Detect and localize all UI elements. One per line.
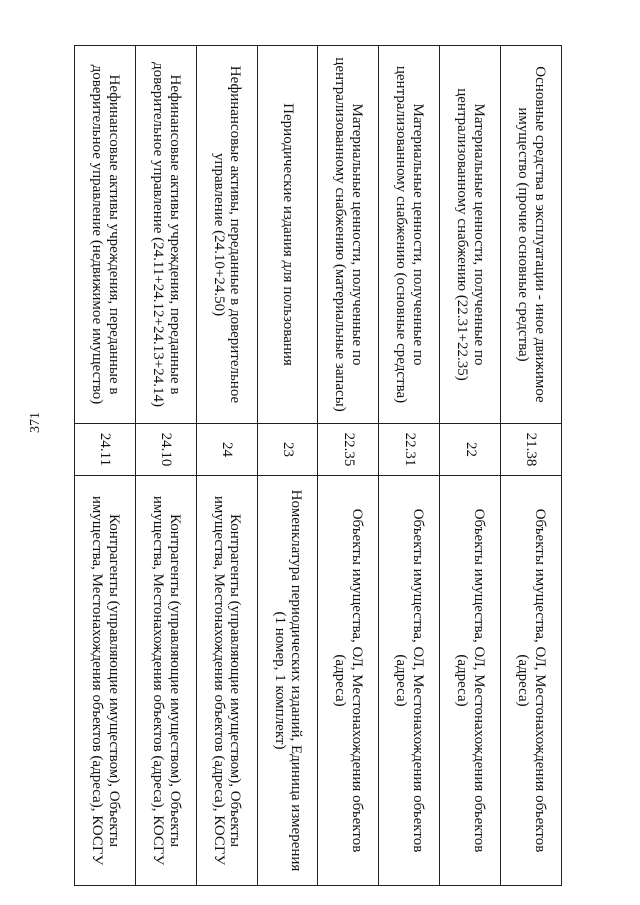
page-number: 371	[28, 412, 43, 433]
account-code-cell: 22.31	[379, 424, 440, 476]
account-name-cell: Периодические издания для пользования	[257, 46, 318, 424]
table-row	[440, 46, 501, 886]
account-name-cell: Нефинансовые активы учреждения, переданные в доверительное управление (24.11+24.12+24.13+24.14)	[135, 46, 196, 424]
account-code-cell: 24	[196, 424, 257, 476]
account-code-cell: 21.38	[501, 424, 562, 476]
table-row	[501, 46, 562, 886]
table-row	[196, 46, 257, 886]
analytics-cell: Номенклатура периодических изданий, Единица измерения (1 номер, 1 комплект)	[257, 476, 318, 886]
table-row	[75, 46, 136, 886]
account-code-cell: 22.35	[318, 424, 379, 476]
accounts-table	[74, 45, 562, 886]
analytics-cell: Объекты имущества, ОЛ, Местонахождения объектов (адреса)	[501, 476, 562, 886]
table-row	[257, 46, 318, 886]
account-code-cell: 24.11	[75, 424, 136, 476]
table-row	[379, 46, 440, 886]
account-code-cell: 23	[257, 424, 318, 476]
account-name-cell: Материальные ценности, полученные по централизованному снабжению (материальные запасы)	[318, 46, 379, 424]
table-row	[135, 46, 196, 886]
account-name-cell: Материальные ценности, полученные по централизованному снабжению (22.31+22.35)	[440, 46, 501, 424]
analytics-cell: Контрагенты (управляющие имуществом), Объекты имущества, Местонахождения объектов (адреса), КОСГУ	[75, 476, 136, 886]
account-code-cell: 22	[440, 424, 501, 476]
account-name-cell: Нефинансовые активы, переданные в доверительное управление (24.10+24.50)	[196, 46, 257, 424]
account-name-cell: Материальные ценности, полученные по централизованному снабжению (основные средства)	[379, 46, 440, 424]
analytics-cell: Объекты имущества, ОЛ, Местонахождения объектов (адреса)	[379, 476, 440, 886]
account-code-cell: 24.10	[135, 424, 196, 476]
table-row	[318, 46, 379, 886]
analytics-cell: Объекты имущества, ОЛ, Местонахождения объектов (адреса)	[440, 476, 501, 886]
account-name-cell: Основные средства в эксплуатации - иное движимое имущество (прочие основные средства)	[501, 46, 562, 424]
analytics-cell: Контрагенты (управляющие имуществом), Объекты имущества, Местонахождения объектов (адреса), КОСГУ	[135, 476, 196, 886]
account-name-cell: Нефинансовые активы учреждения, переданные в доверительное управление (недвижимое имущество)	[75, 46, 136, 424]
analytics-cell: Контрагенты (управляющие имуществом), Объекты имущества, Местонахождения объектов (адреса), КОСГУ	[196, 476, 257, 886]
analytics-cell: Объекты имущества, ОЛ, Местонахождения объектов (адреса)	[318, 476, 379, 886]
